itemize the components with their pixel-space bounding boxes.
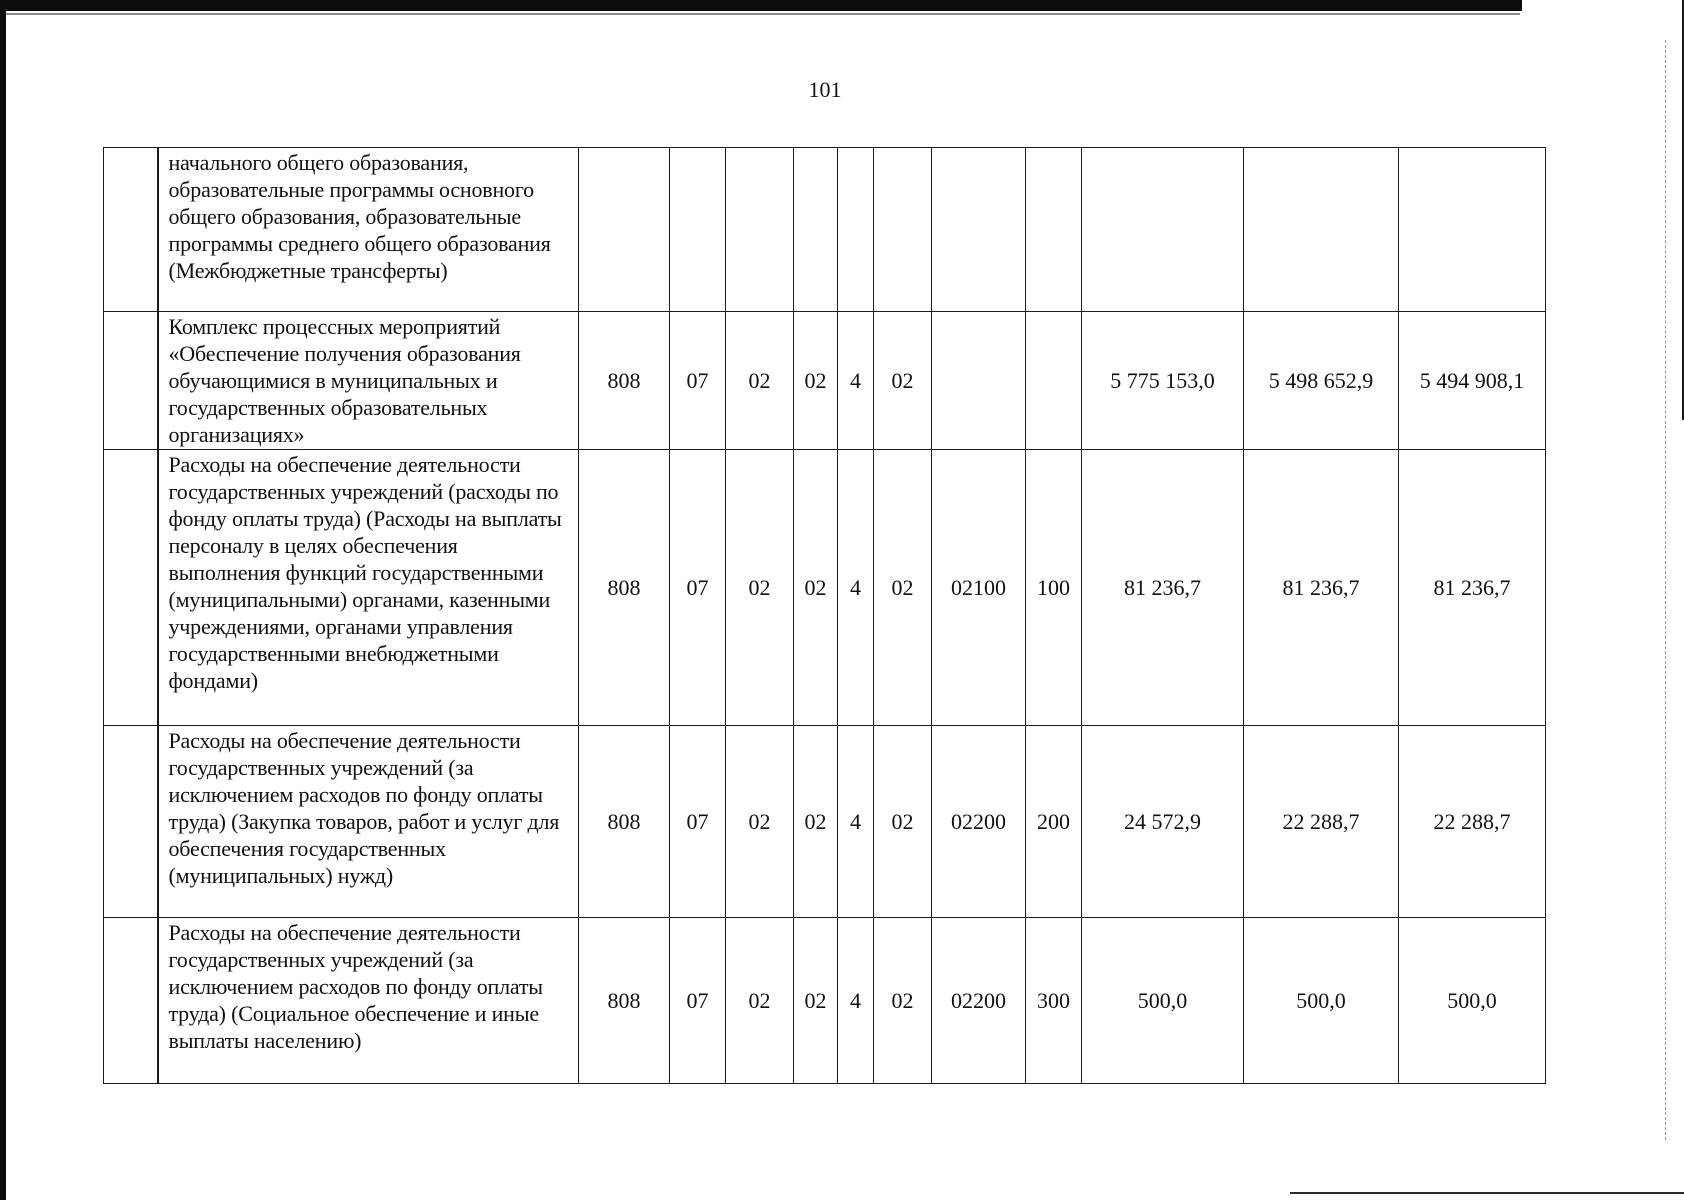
amount-year-3-cell: 5 494 908,1 [1399,312,1546,450]
ved-code-cell: 808 [579,450,670,726]
amount-year-1-cell: 500,0 [1082,918,1244,1084]
amount-year-2-cell: 500,0 [1244,918,1399,1084]
target-article-part-3-cell: 02 [874,450,932,726]
table-row [104,148,1546,312]
expense-name-cell: Расходы на обеспечение деятельности государственных учреждений (расходы по фонду оплаты труда) (Расходы на выплаты персоналу в целях обеспечения выполнения функций государственными (муниципальными) органами, казенными учреждениями, органами управления государственными внебюджетными фондами) [158,450,579,726]
section-code-cell: 07 [670,726,726,918]
amount-year-1-cell: 5 775 153,0 [1082,312,1244,450]
scan-artifact-dashed-line [1665,40,1667,1140]
row-number-cell [104,148,158,312]
expense-name-cell: Комплекс процессных мероприятий «Обеспечение получения образования обучающимися в муниципальных и государственных образовательных организациях» [158,312,579,450]
target-article-part-4-cell: 02200 [932,918,1026,1084]
amount-year-2-cell: 5 498 652,9 [1244,312,1399,450]
section-code-cell [670,148,726,312]
scan-border-bottom [1290,1192,1684,1194]
subsection-code-cell: 02 [726,726,794,918]
scan-border-top [0,0,1522,11]
table-row [104,450,1546,726]
table-row [104,726,1546,918]
expense-type-cell [1026,148,1082,312]
section-code-cell: 07 [670,450,726,726]
target-article-part-2-cell: 4 [838,918,874,1084]
target-article-part-1-cell: 02 [794,312,838,450]
ved-code-cell [579,148,670,312]
amount-year-3-cell [1399,148,1546,312]
row-number-cell [104,918,158,1084]
expense-type-cell [1026,312,1082,450]
target-article-part-4-cell: 02100 [932,450,1026,726]
ved-code-cell: 808 [579,918,670,1084]
target-article-part-3-cell: 02 [874,726,932,918]
amount-year-3-cell: 81 236,7 [1399,450,1546,726]
target-article-part-2-cell: 4 [838,450,874,726]
expense-type-cell: 300 [1026,918,1082,1084]
amount-year-2-cell [1244,148,1399,312]
budget-table [103,147,1546,1084]
target-article-part-1-cell [794,148,838,312]
page-number: 101 [808,77,842,102]
row-number-cell [104,726,158,918]
target-article-part-2-cell: 4 [838,312,874,450]
target-article-part-4-cell [932,312,1026,450]
amount-year-2-cell: 22 288,7 [1244,726,1399,918]
amount-year-1-cell: 81 236,7 [1082,450,1244,726]
target-article-part-3-cell [874,148,932,312]
expense-name-cell: Расходы на обеспечение деятельности государственных учреждений (за исключением расходов по фонду оплаты труда) (Закупка товаров, работ и услуг для обеспечения государственных (муниципальных) нужд) [158,726,579,918]
row-number-cell [104,450,158,726]
scan-border-left [0,0,6,1200]
expense-name-cell: Расходы на обеспечение деятельности государственных учреждений (за исключением расходов по фонду оплаты труда) (Социальное обеспечение и иные выплаты населению) [158,918,579,1084]
target-article-part-1-cell: 02 [794,726,838,918]
amount-year-3-cell: 500,0 [1399,918,1546,1084]
section-code-cell: 07 [670,918,726,1084]
subsection-code-cell: 02 [726,312,794,450]
target-article-part-4-cell: 02200 [932,726,1026,918]
target-article-part-2-cell [838,148,874,312]
amount-year-1-cell: 24 572,9 [1082,726,1244,918]
ved-code-cell: 808 [579,312,670,450]
amount-year-2-cell: 81 236,7 [1244,450,1399,726]
subsection-code-cell: 02 [726,450,794,726]
table-row [104,918,1546,1084]
expense-name-cell: начального общего образования, образовательные программы основного общего образования, образовательные программы среднего общего образования (Межбюджетные трансферты) [158,148,579,312]
target-article-part-4-cell [932,148,1026,312]
amount-year-1-cell [1082,148,1244,312]
target-article-part-3-cell: 02 [874,918,932,1084]
target-article-part-2-cell: 4 [838,726,874,918]
table-row [104,312,1546,450]
scan-border-top-line [0,13,1520,15]
expense-type-cell: 200 [1026,726,1082,918]
subsection-code-cell [726,148,794,312]
ved-code-cell: 808 [579,726,670,918]
row-number-cell [104,312,158,450]
subsection-code-cell: 02 [726,918,794,1084]
target-article-part-3-cell: 02 [874,312,932,450]
amount-year-3-cell: 22 288,7 [1399,726,1546,918]
target-article-part-1-cell: 02 [794,450,838,726]
section-code-cell: 07 [670,312,726,450]
target-article-part-1-cell: 02 [794,918,838,1084]
expense-type-cell: 100 [1026,450,1082,726]
